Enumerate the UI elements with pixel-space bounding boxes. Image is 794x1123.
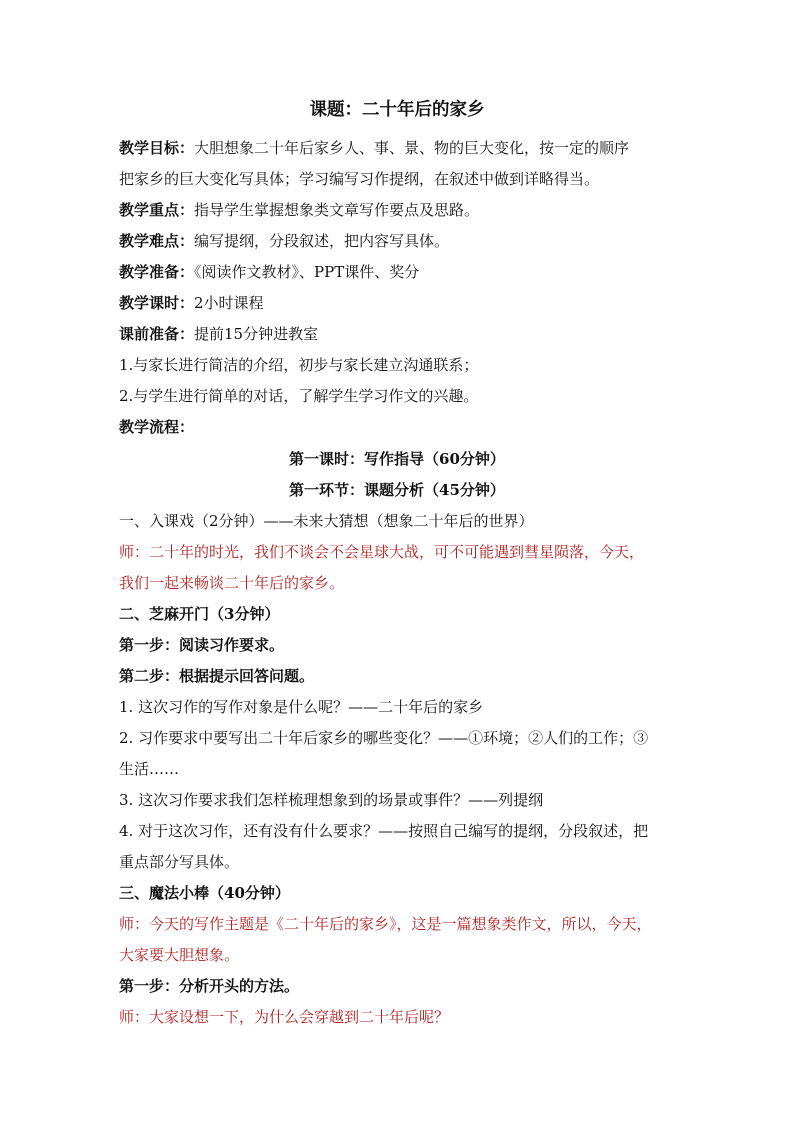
part1-teacher-line-1: 师：二十年的时光，我们不谈会不会星球大战，可不可能遇到彗星陨落，今天， [119, 543, 645, 561]
question-4-line-2: 重点部分写具体。 [119, 853, 240, 871]
difficulty-label: 教学难点： [119, 232, 195, 250]
goal-label: 教学目标： [119, 139, 195, 157]
key-point-line [119, 199, 694, 221]
pre-class-text: 提前15分钟进教室 [194, 325, 319, 343]
question-2-line-2: 生活…… [119, 760, 180, 778]
step2-line: 第二步：根据提示回答问题。 [119, 667, 315, 685]
part3-teacher-line-2: 大家要大胆想象。 [119, 946, 240, 964]
step-opening-line: 第一步：分析开头的方法。 [119, 977, 300, 995]
key-label: 教学重点： [119, 201, 195, 219]
flow-label: 教学流程： [119, 418, 195, 436]
goal-line-1 [119, 137, 694, 159]
question-3: 3. 这次习作要求我们怎样梳理想象到的场景或事件？——列提纲 [119, 791, 544, 809]
pre-class-label: 课前准备： [119, 325, 195, 343]
pre-item-2: 2.与学生进行简单的对话，了解学生学习作文的兴趣。 [119, 387, 479, 405]
part1-heading: 一、入课戏（2分钟）——未来大猜想（想象二十年后的世界） [119, 512, 534, 530]
difficulty-line [119, 230, 694, 252]
hours-text: 2小时课程 [194, 294, 264, 312]
pre-class-line [119, 323, 694, 345]
lesson-heading: 第一课时：写作指导（60分钟） [289, 450, 505, 468]
question-4-line-1: 4. 对于这次习作，还有没有什么要求？——按照自己编写的提纲，分段叙述，把 [119, 822, 649, 840]
goal-text: 大胆想象二十年后家乡人、事、景、物的巨大变化，按一定的顺序 [194, 139, 630, 157]
section-heading: 第一环节：课题分析（45分钟） [289, 481, 505, 499]
part3-teacher-line-3: 师：大家设想一下，为什么会穿越到二十年后呢？ [119, 1008, 450, 1026]
page-title: 课题：二十年后的家乡 [309, 100, 485, 120]
question-1: 1. 这次习作的写作对象是什么呢？——二十年后的家乡 [119, 698, 484, 716]
part3-heading: 三、魔法小棒（40分钟） [119, 884, 290, 902]
preparation-label: 教学准备： [119, 263, 195, 281]
part2-heading: 二、芝麻开门（3分钟） [119, 605, 280, 623]
part1-teacher-line-2: 我们一起来畅谈二十年后的家乡。 [119, 574, 345, 592]
part3-teacher-line-1: 师：今天的写作主题是《二十年后的家乡》，这是一篇想象类作文，所以，今天， [119, 915, 652, 933]
step1-line: 第一步：阅读习作要求。 [119, 636, 285, 654]
preparation-line [119, 261, 694, 283]
key-text: 指导学生掌握想象类文章写作要点及思路。 [194, 201, 480, 219]
difficulty-text: 编写提纲，分段叙述，把内容写具体。 [194, 232, 450, 250]
goal-line-2: 把家乡的巨大变化写具体；学习编写习作提纲，在叙述中做到详略得当。 [119, 170, 600, 188]
hours-line [119, 292, 694, 314]
preparation-text: 《阅读作文教材》、PPT课件、奖分 [194, 263, 420, 281]
hours-label: 教学课时： [119, 294, 195, 312]
pre-item-1: 1.与家长进行简洁的介绍，初步与家长建立沟通联系； [119, 356, 479, 374]
question-2-line-1: 2. 习作要求中要写出二十年后家乡的哪些变化？——①环境；②人们的工作；③ [119, 729, 649, 747]
